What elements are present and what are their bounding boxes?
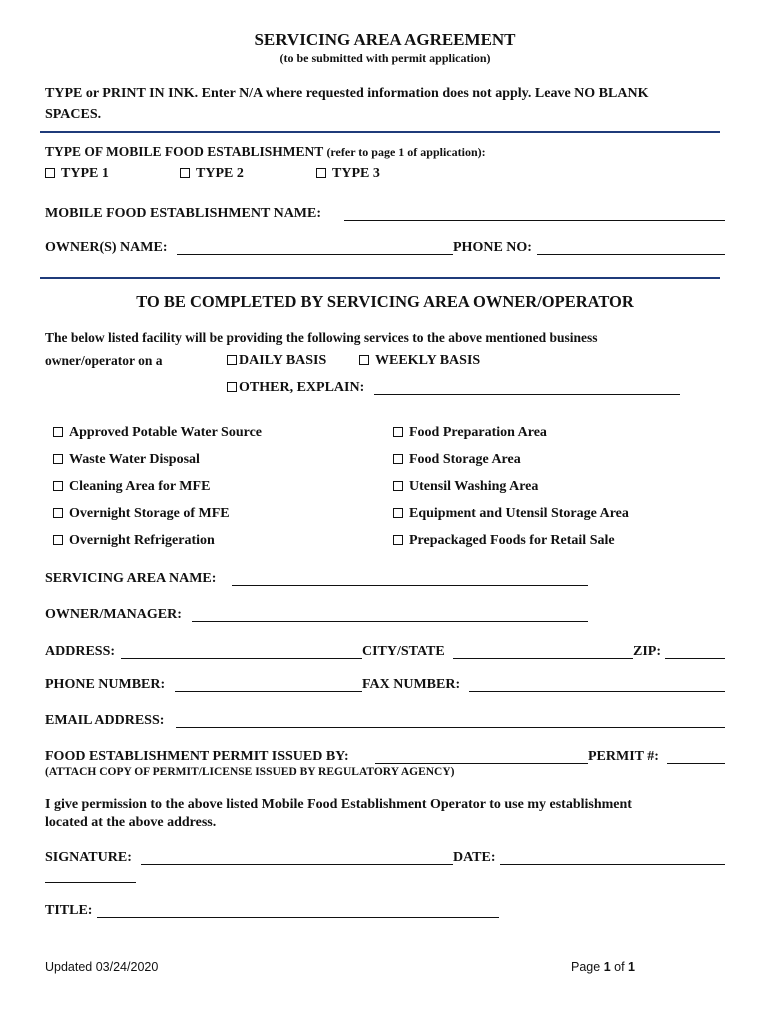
type-3-checkbox[interactable]: TYPE 3 <box>316 166 380 182</box>
permit-issued-field[interactable] <box>375 763 588 764</box>
establishment-type-label: TYPE OF MOBILE FOOD ESTABLISHMENT (refer to page 1 of application): <box>45 144 486 159</box>
mfe-name-field[interactable] <box>344 220 725 221</box>
service-checkbox[interactable]: Waste Water Disposal <box>53 452 200 468</box>
email-field[interactable] <box>176 727 725 728</box>
type-1-checkbox[interactable]: TYPE 1 <box>45 166 109 182</box>
city-state-field[interactable] <box>453 658 633 659</box>
establishment-type-note: (refer to page 1 of application): <box>326 145 486 159</box>
service-checkbox[interactable]: Prepackaged Foods for Retail Sale <box>393 533 615 549</box>
mfe-name-label: MOBILE FOOD ESTABLISHMENT NAME: <box>45 206 322 221</box>
zip-field[interactable] <box>665 658 725 659</box>
title-field[interactable] <box>97 917 499 918</box>
service-checkbox[interactable]: Overnight Refrigeration <box>53 533 215 549</box>
checkbox-icon <box>393 535 403 545</box>
owner-name-field[interactable] <box>177 254 453 255</box>
page-number: Page 1 of 1 <box>571 960 635 974</box>
service-checkbox[interactable]: Utensil Washing Area <box>393 479 538 495</box>
phone-no-field[interactable] <box>537 254 725 255</box>
checkbox-icon <box>316 168 326 178</box>
phone-number-field[interactable] <box>175 691 362 692</box>
fax-number-label: FAX NUMBER: <box>362 677 461 692</box>
permit-number-field[interactable] <box>667 763 725 764</box>
checkbox-icon <box>53 508 63 518</box>
date-label: DATE: <box>453 850 496 865</box>
checkbox-icon <box>53 454 63 464</box>
service-checkbox[interactable]: Food Preparation Area <box>393 425 547 441</box>
section-divider <box>40 131 720 133</box>
checkbox-icon <box>227 382 237 392</box>
service-checkbox[interactable]: Equipment and Utensil Storage Area <box>393 506 629 522</box>
phone-number-label: PHONE NUMBER: <box>45 677 166 692</box>
owner-manager-field[interactable] <box>192 621 588 622</box>
daily-basis-checkbox[interactable]: DAILY BASIS <box>227 353 326 369</box>
owner-manager-label: OWNER/MANAGER: <box>45 607 182 622</box>
attach-note: (ATTACH COPY OF PERMIT/LICENSE ISSUED BY REGULATORY AGENCY) <box>45 766 455 778</box>
checkbox-icon <box>393 508 403 518</box>
section-divider <box>40 277 720 279</box>
checkbox-icon <box>53 535 63 545</box>
title-label: TITLE: <box>45 903 93 918</box>
section-heading: TO BE COMPLETED BY SERVICING AREA OWNER/OPERATOR <box>136 292 634 311</box>
checkbox-icon <box>393 454 403 464</box>
services-intro-line-2: owner/operator on a <box>45 353 163 368</box>
checkbox-icon <box>393 427 403 437</box>
address-field[interactable] <box>121 658 362 659</box>
page-subtitle: (to be submitted with permit application) <box>279 51 491 65</box>
permit-issued-label: FOOD ESTABLISHMENT PERMIT ISSUED BY: <box>45 749 349 764</box>
signature-field[interactable] <box>141 864 453 865</box>
checkbox-icon <box>53 427 63 437</box>
permit-number-label: PERMIT #: <box>588 749 659 764</box>
type-2-checkbox[interactable]: TYPE 2 <box>180 166 244 182</box>
weekly-basis-checkbox[interactable]: WEEKLY BASIS <box>359 353 480 369</box>
checkbox-icon <box>227 355 237 365</box>
owner-name-label: OWNER(S) NAME: <box>45 240 168 255</box>
signature-field-continued[interactable] <box>45 882 136 883</box>
page-title: SERVICING AREA AGREEMENT <box>254 30 516 49</box>
instructions-line-2: SPACES. <box>45 107 102 122</box>
services-intro-line-1: The below listed facility will be providing the following services to the above mentioned business <box>45 330 598 345</box>
email-label: EMAIL ADDRESS: <box>45 713 165 728</box>
date-field[interactable] <box>500 864 725 865</box>
zip-label: ZIP: <box>633 644 661 659</box>
permission-line-1: I give permission to the above listed Mobile Food Establishment Operator to use my establishment <box>45 797 632 812</box>
updated-date: Updated 03/24/2020 <box>45 960 159 974</box>
checkbox-icon <box>45 168 55 178</box>
checkbox-icon <box>359 355 369 365</box>
other-explain-field[interactable] <box>374 394 680 395</box>
checkbox-icon <box>53 481 63 491</box>
service-checkbox[interactable]: Food Storage Area <box>393 452 521 468</box>
checkbox-icon <box>180 168 190 178</box>
permission-line-2: located at the above address. <box>45 815 217 830</box>
other-basis-checkbox[interactable]: OTHER, EXPLAIN: <box>227 380 364 396</box>
service-checkbox[interactable]: Cleaning Area for MFE <box>53 479 210 495</box>
service-checkbox[interactable]: Overnight Storage of MFE <box>53 506 230 522</box>
area-name-label: SERVICING AREA NAME: <box>45 571 217 586</box>
area-name-field[interactable] <box>232 585 588 586</box>
address-label: ADDRESS: <box>45 644 116 659</box>
city-state-label: CITY/STATE <box>362 644 445 659</box>
phone-no-label: PHONE NO: <box>453 240 532 255</box>
fax-number-field[interactable] <box>469 691 725 692</box>
service-checkbox[interactable]: Approved Potable Water Source <box>53 425 262 441</box>
checkbox-icon <box>393 481 403 491</box>
instructions-line-1: TYPE or PRINT IN INK. Enter N/A where requested information does not apply. Leave NO BLANK <box>45 86 649 101</box>
signature-label: SIGNATURE: <box>45 850 132 865</box>
